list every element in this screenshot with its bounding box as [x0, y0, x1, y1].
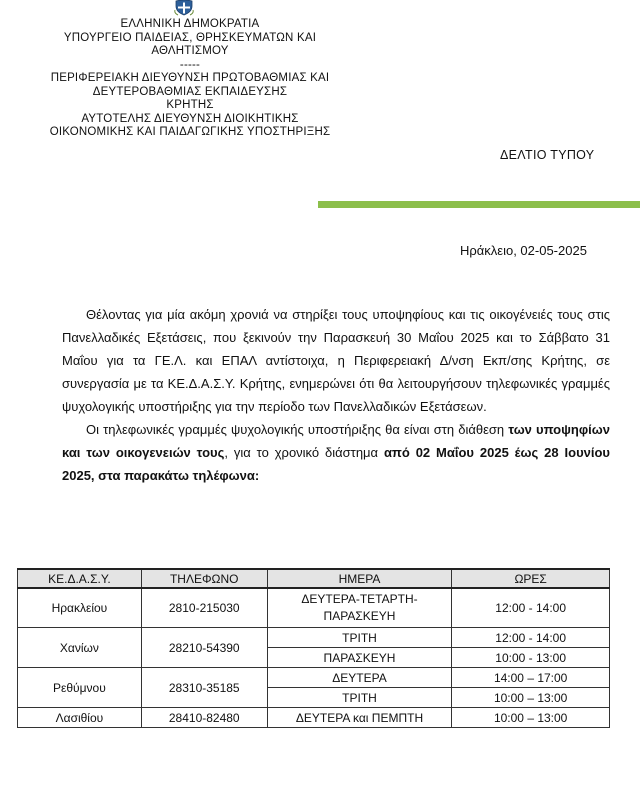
availability-text-2: , για το χρονικό διάστημα — [224, 445, 384, 460]
paragraph-intro: Θέλοντας για μία ακόμη χρονιά να στηρίξει τους υποψηφίους και τις οικογένειές τους στις Πανελλαδικές Εξετάσεις, που ξεκινούν την Παρασκευή 30 Μαΐου 2025 και το Σάββατο 31 Μαΐου για τα ΓΕ.Λ. και ΕΠΑΛ αντίστοιχα, η Περιφερειακή Δ/νση Εκπ/σης Κρήτης, σε συνεργασία με τα ΚΕ.Δ.Α.Σ.Υ. Κρήτης, ενημερώνει ότι θα λειτουργήσουν τηλεφωνικές γραμμές ψυχολογικής υποστήριξης για την περίοδο των Πανελλαδικών Εξετάσεων. — [62, 307, 610, 414]
accent-divider — [318, 201, 640, 208]
press-release-label: ΔΕΛΤΙΟ ΤΥΠΟΥ — [500, 148, 595, 162]
hours-cell: 10:00 - 13:00 — [452, 648, 610, 668]
hours-cell: 12:00 - 14:00 — [452, 588, 610, 628]
phone-cell: 28410-82480 — [141, 708, 267, 728]
header-line: ΟΙΚΟΝΟΜΙΚΗΣ ΚΑΙ ΠΑΙΔΑΓΩΓΙΚΗΣ ΥΠΟΣΤΗΡΙΞΗΣ — [49, 126, 331, 138]
column-header: ΩΡΕΣ — [452, 569, 610, 588]
dateline: Ηράκλειο, 02-05-2025 — [460, 243, 587, 258]
phone-cell: 28310-35185 — [141, 668, 267, 708]
column-header: ΤΗΛΕΦΩΝΟ — [141, 569, 267, 588]
day-cell: ΠΑΡΑΣΚΕΥΗ — [267, 648, 452, 668]
center-cell: Ρεθύμνου — [18, 668, 142, 708]
availability-period: από 02 Μαΐου 2025 έως 28 Ιουνίου 2025, στα παρακάτω τηλέφωνα: — [62, 445, 610, 483]
table-header-row — [18, 569, 610, 588]
column-header: ΚΕ.Δ.Α.Σ.Υ. — [18, 569, 142, 588]
phone-cell: 28210-54390 — [141, 628, 267, 668]
table-row — [18, 708, 610, 728]
header-line: ΑΘΛΗΤΙΣΜΟΥ — [151, 45, 229, 57]
hours-cell: 10:00 – 13:00 — [452, 688, 610, 708]
day-cell: ΔΕΥΤΕΡΑ-ΤΕΤΑΡΤΗ-ΠΑΡΑΣΚΕΥΗ — [267, 588, 452, 628]
greek-coat-of-arms-icon — [174, 0, 194, 16]
day-cell: ΤΡΙΤΗ — [267, 688, 452, 708]
table-row — [18, 588, 610, 628]
hours-cell: 12:00 - 14:00 — [452, 628, 610, 648]
paragraph-availability — [62, 418, 610, 487]
center-cell: Χανίων — [18, 628, 142, 668]
availability-text: Οι τηλεφωνικές γραμμές ψυχολογικής υποστήριξης θα είναι στη διάθεση — [86, 422, 509, 437]
availability-audience: των υποψηφίων και των οικογενειών τους — [62, 422, 610, 460]
header-line: ΕΛΛΗΝΙΚΗ ΔΗΜΟΚΡΑΤΙΑ — [120, 18, 260, 30]
center-cell: Ηρακλείου — [18, 588, 142, 628]
letterhead-lines — [0, 18, 380, 140]
header-line: ΑΥΤΟΤΕΛΗΣ ΔΙΕΥΘΥΝΣΗ ΔΙΟΙΚΗΤΙΚΗΣ — [81, 112, 299, 125]
header-line: ΠΕΡΙΦΕΡΕΙΑΚΗ ΔΙΕΥΘΥΝΣΗ ΠΡΩΤΟΒΑΘΜΙΑΣ ΚΑΙ — [50, 72, 330, 84]
phone-cell: 2810-215030 — [141, 588, 267, 628]
header-line: ΔΕΥΤΕΡΟΒΑΘΜΙΑΣ ΕΚΠΑΙΔΕΥΣΗΣ — [92, 85, 288, 98]
day-cell: ΤΡΙΤΗ — [267, 628, 452, 648]
day-cell: ΔΕΥΤΕΡΑ — [267, 668, 452, 688]
header-line: ΥΠΟΥΡΓΕΙΟ ΠΑΙΔΕΙΑΣ, ΘΡΗΣΚΕΥΜΑΤΩΝ ΚΑΙ — [63, 31, 317, 44]
header-line: ----- — [179, 58, 201, 71]
table-row — [18, 628, 610, 648]
support-lines-table — [17, 568, 610, 728]
body-text — [62, 303, 610, 487]
header-line: ΚΡΗΤΗΣ — [166, 99, 214, 111]
day-cell: ΔΕΥΤΕΡΑ και ΠΕΜΠΤΗ — [267, 708, 452, 728]
column-header: ΗΜΕΡΑ — [267, 569, 452, 588]
hours-cell: 10:00 – 13:00 — [452, 708, 610, 728]
table-row — [18, 668, 610, 688]
center-cell: Λασιθίου — [18, 708, 142, 728]
hours-cell: 14:00 – 17:00 — [452, 668, 610, 688]
